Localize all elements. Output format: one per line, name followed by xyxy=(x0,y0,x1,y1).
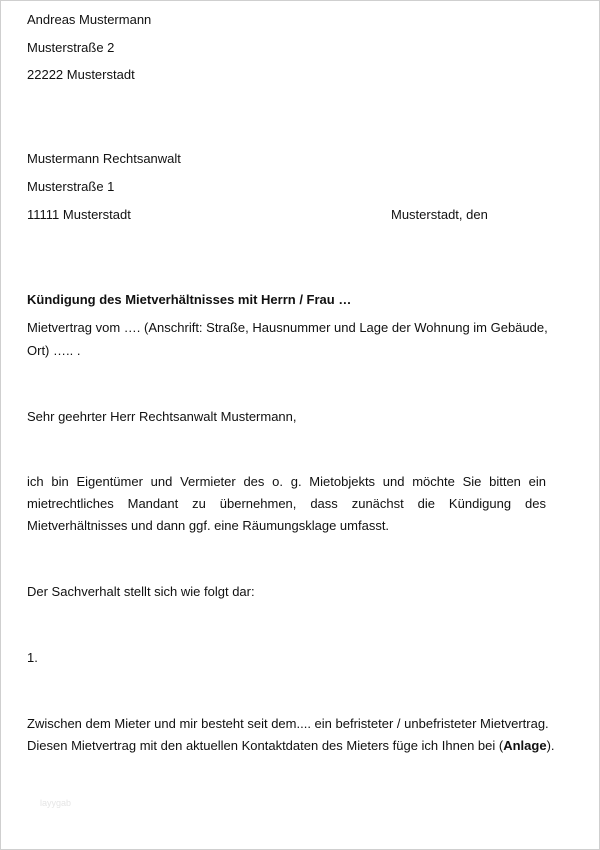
recipient-city: 11111 Musterstadt xyxy=(27,207,131,222)
facts-intro: Der Sachverhalt stellt sich wie folgt dar: xyxy=(27,584,255,599)
recipient-street: Musterstraße 1 xyxy=(27,179,115,194)
watermark: layygab xyxy=(40,798,72,808)
paragraph-1-line-1: ich bin Eigentümer und Vermieter des o. g. Mietobjekts und möchte Sie bitten ein xyxy=(27,474,546,489)
subject-line: Kündigung des Mietverhältnisses mit Herrn / Frau … xyxy=(27,292,352,307)
place-date: Musterstadt, den xyxy=(391,207,488,222)
salutation: Sehr geehrter Herr Rechtsanwalt Mustermann, xyxy=(27,409,297,424)
sender-city: 22222 Musterstadt xyxy=(27,67,135,82)
paragraph-1-line-2: mietrechtliches Mandant zu übernehmen, dass zunächst die Kündigung des xyxy=(27,496,546,511)
contract-line-2: Ort) ….. . xyxy=(27,343,81,358)
paragraph-1-line-3: Mietverhältnisses und dann ggf. eine Räumungsklage umfasst. xyxy=(27,518,390,533)
sender-name: Andreas Mustermann xyxy=(27,12,152,27)
para2-suffix: ). xyxy=(546,738,555,753)
attachment-label: Anlage xyxy=(503,738,547,753)
paragraph-2-line-2 xyxy=(27,738,555,754)
para2-text: Diesen Mietvertrag mit den aktuellen Kontaktdaten des Mieters füge ich Ihnen bei ( xyxy=(27,738,504,753)
sender-street: Musterstraße 2 xyxy=(27,40,115,55)
recipient-name: Mustermann Rechtsanwalt xyxy=(27,151,181,166)
contract-line-1: Mietvertrag vom …. (Anschrift: Straße, Hausnummer und Lage der Wohnung im Gebäude, xyxy=(27,320,548,335)
item-number: 1. xyxy=(27,650,38,665)
paragraph-2-line-1: Zwischen dem Mieter und mir besteht seit dem.... ein befristeter / unbefristeter Mietvertrag. xyxy=(27,716,549,731)
